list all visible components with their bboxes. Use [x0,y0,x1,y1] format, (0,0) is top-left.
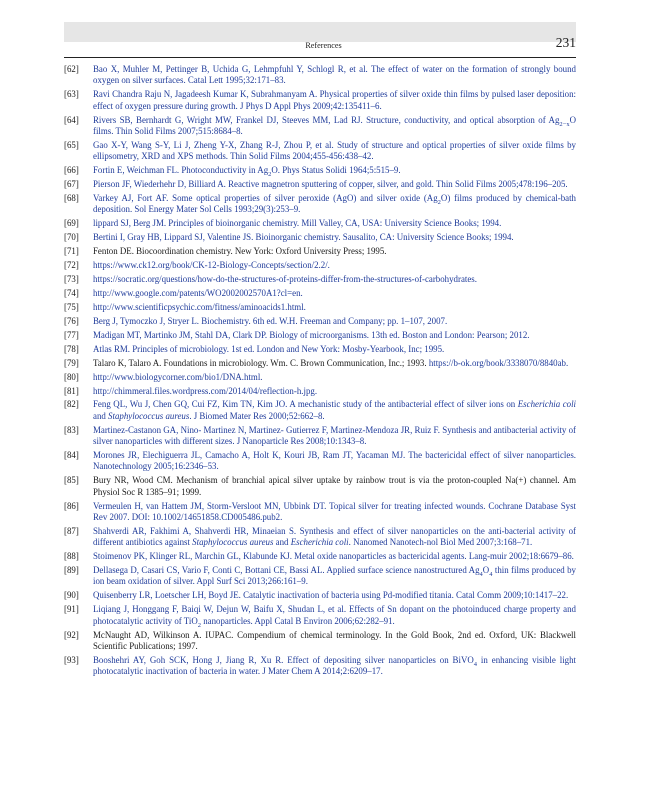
reference-link[interactable]: Stoimenov PK, Klinger RL, Marchin GL, Klabunde KJ. Metal oxide nanoparticles as bactericidal agents. Lang-muir 2002;18:6679–86. [93,551,574,562]
reference-link[interactable]: lippard SJ, Berg JM. Principles of bioinorganic chemistry. Mill Valley, CA, USA: University Science Books; 1994. [93,218,502,229]
reference-number: [75] [64,301,79,312]
reference-number: [71] [64,246,79,257]
reference-link[interactable]: Vermeulen H, van Hattem JM, Storm-Versloot MN, Ubbink DT. Topical silver for treating infected wounds. Cochrane Database Syst Rev 2007. DOI: 10.1002/14651858.CD005486.pub2. [93,500,576,522]
reference-link[interactable]: 2−x [559,120,570,128]
reference-link[interactable]: Quisenberry LR, Loetscher LH, Boyd JE. Catalytic inactivation of bacteria using Pd-modified titania. Catal Comm 2009;10:1417–22. [93,590,569,601]
reference-text [93,64,576,87]
reference-text [93,302,576,313]
reference-link[interactable]: O films. Thin Solid Films 2007;515:8684–8. [93,114,576,136]
reference-text [93,501,576,524]
page-number: 231 [555,35,576,50]
reference-link[interactable]: Shahverdi AR, Fakhimi A, Shahverdi HR, Minaeian S. Synthesis and effect of silver nanoparticles on the anti-bacterial activity of different antibiotics against [93,525,576,548]
reference-text [93,288,576,299]
reference-link[interactable]: 4 [473,660,478,668]
reference-link[interactable]: thin films produced by ion beam oxidation of silver. Appl Surf Sci 2013;266:161–9. [93,565,576,587]
reference-link[interactable]: and [93,410,109,421]
reference-text [93,165,576,176]
reference-text [93,386,576,397]
reference-item [64,450,576,473]
reference-link[interactable]: Staphylococcus aureus [192,537,274,548]
reference-link[interactable]: Ravi Chandra Raju N, Jagadeesh Kumar K, Subrahmanyam A. Physical properties of silver oxide thin films by pulsed laser deposition: effect of oxygen pressure during growth. J Phys D Appl Phys 2009;42:135411–6. [93,89,576,111]
reference-text [93,372,576,383]
header-band [64,22,576,42]
reference-number: [84] [64,450,79,461]
reference-link[interactable]: 2 [268,170,272,178]
reference-link[interactable]: http://chimmeral.files.wordpress.com/2014/04/reflection-h.jpg. [93,385,318,396]
reference-item [64,475,576,498]
reference-link[interactable]: 2 [437,198,441,206]
reference-number: [93] [64,654,79,665]
reference-item [64,89,576,112]
reference-number: [66] [64,165,79,176]
reference-item [64,501,576,524]
reference-number: [69] [64,218,79,229]
reference-link[interactable]: . Nanomed Nanotech-nol Biol Med 2007;3:168–71. [348,537,533,548]
reference-link[interactable]: Fortin E, Weichman FL. Photoconductivity in Ag [93,165,269,176]
reference-link[interactable]: Rivers SB, Bernhardt G, Wright MW, Frankel DJ, Steeves MM, Lad RJ. Structure, conductivity, and optical absorption of Ag [93,114,560,125]
reference-item [64,526,576,549]
reference-number: [89] [64,565,79,576]
reference-link[interactable]: 2 [197,621,202,629]
reference-text [93,565,576,588]
reference-item [64,399,576,422]
reference-item [64,344,576,355]
reference-link[interactable]: Madigan MT, Martinko JM, Stahl DA, Clark DP. Biology of microorganisms. 13th ed. Boston and London: Pearson; 2012. [93,329,530,340]
reference-item [64,165,576,176]
reference-text [93,604,576,627]
reference-text [93,330,576,341]
reference-number: [78] [64,343,79,354]
reference-link[interactable]: Morones JR, Elechiguerra JL, Camacho A, Holt K, Kouri JB, Ram JT, Yacaman MJ. The bactericidal effect of silver nanoparticles. Nanotechnology 2005;16:2346–53. [93,450,576,472]
reference-link[interactable]: Atlas RM. Principles of microbiology. 1st ed. London and New York: Mosby-Yearbook, Inc; 1995. [93,343,445,354]
reference-number: [82] [64,399,79,410]
reference-link[interactable]: Gao X-Y, Wang S-Y, Li J, Zheng Y-X, Zhang R-J, Zhou P, et al. Study of structure and optical properties of silver oxide films by ellipsometry, XRD and XPS methods. Thin Solid Films 2004;455-456:438–42. [93,139,576,162]
reference-text [93,274,576,285]
reference-text [93,232,576,243]
reference-item [64,302,576,313]
reference-number: [79] [64,357,79,368]
reference-text [93,526,576,549]
reference-text [93,630,576,653]
reference-number: [76] [64,315,79,326]
reference-item [64,330,576,341]
reference-number: [87] [64,525,79,536]
reference-text [93,344,576,355]
reference-link[interactable]: https://socratic.org/questions/how-do-the-structures-of-proteins-differ-from-the-structures-of-carbohydrates. [93,274,477,285]
reference-segment: Bury NR, Wood CM. Mechanism of branchial apical silver uptake by rainbow trout is via the proton-coupled Na(+) channel. Am Physiol Soc R 1385–91; 1999. [93,475,576,497]
reference-number: [85] [64,475,79,486]
reference-text [93,450,576,473]
reference-item [64,246,576,257]
reference-link[interactable]: Liqiang J, Honggang F, Baiqi W, Dejun W, Baifu X, Shudan L, et al. Effects of Sn dopant on the photoinduced charge property and photocatalytic activity of TiO [93,604,576,626]
reference-link[interactable]: . J Biomed Mater Res 2000;52:662–8. [189,410,325,421]
reference-link[interactable]: nanoparticles. Appl Catal B Environ 2006;62:282–91. [201,615,395,626]
reference-number: [64] [64,114,79,125]
reference-text [93,218,576,229]
reference-text [93,246,576,257]
reference-number: [90] [64,590,79,601]
reference-item [64,140,576,163]
reference-number: [63] [64,89,79,100]
reference-link[interactable]: http://www.biologycorner.com/bio1/DNA.html. [93,371,263,382]
reference-number: [91] [64,604,79,615]
reference-item [64,630,576,653]
reference-number: [72] [64,260,79,271]
reference-item [64,232,576,243]
reference-number: [86] [64,500,79,511]
reference-item [64,179,576,190]
reference-item [64,425,576,448]
reference-link[interactable]: O. Phys Status Solidi 1964;5:515–9. [271,165,401,176]
reference-text [93,260,576,271]
reference-link[interactable]: Varkey AJ, Fort AF. Some optical properties of silver peroxide (AgO) and silver oxide (Ag [93,193,438,203]
reference-link[interactable]: O [482,565,490,576]
reference-link[interactable]: https://www.ck12.org/book/CK-12-Biology-Concepts/section/2.2/. [93,260,330,271]
reference-link[interactable]: in enhancing visible light photocatalytic inactivation of bacteria in water. J Mater Chem A 2014;2:6209–17. [93,654,576,677]
reference-text [93,475,576,498]
reference-link[interactable]: Berg J, Tymoczko J, Stryer L. Biochemistry. 6th ed. W.H. Freeman and Company; pp. 1–107, 2007. [93,315,448,326]
reference-link[interactable]: Booshehri AY, Goh SCK, Hong J, Jiang R, Xu R. Effect of depositing silver nanoparticles on BiVO [93,654,474,665]
reference-link[interactable]: https://b-ok.org/book/3338070/8840ab. [428,357,569,368]
reference-item [64,274,576,285]
reference-number: [65] [64,139,79,150]
reference-item [64,386,576,397]
reference-segment: McNaught AD, Wilkinson A. IUPAC. Compendium of chemical terminology. In the Gold Book, 2nd ed. Oxford, UK: Blackwell Scientific Publications; 1997. [93,629,576,651]
reference-link[interactable]: Escherichia coli [290,537,349,548]
reference-link[interactable]: 4 [479,570,483,578]
reference-item [64,288,576,299]
reference-list [64,64,576,680]
reference-number: [74] [64,287,79,298]
reference-text [93,179,576,190]
reference-item [64,115,576,138]
reference-link[interactable]: http://www.scientificpsychic.com/fitness/aminoacids1.html. [93,301,306,312]
reference-segment: Fenton DE. Biocoordination chemistry. New York: Oxford University Press; 1995. [93,246,387,257]
reference-text [93,655,576,678]
reference-link[interactable]: Dellasega D, Casari CS, Vario F, Conti C, Bottani CE, Bassi AL. Applied surface science nanostructured Ag [93,565,480,576]
reference-link[interactable]: Martinez-Castanon GA, Nino- Martinez N, Martinez- Gutierrez F, Martinez-Mendoza JR, Ruiz F. Synthesis and antibacterial activity of silver nanoparticles with different sizes. J Nanoparticle Res 2008;10:1343–8. [93,424,576,447]
reference-item [64,565,576,588]
reference-item [64,64,576,87]
reference-number: [92] [64,629,79,640]
reference-item [64,372,576,383]
reference-link[interactable]: 4 [489,570,493,578]
reference-link[interactable]: Pierson JF, Wiederhehr D, Billiard A. Reactive magnetron sputtering of copper, silver, and gold. Thin Solid Films 2005;478:196–205. [93,179,568,190]
reference-item [64,655,576,678]
reference-number: [77] [64,329,79,340]
reference-link[interactable]: O) films produced by chemical-bath deposition. Sol Energy Mater Sol Cells 1993;29(3):253–9. [93,193,576,215]
reference-number: [88] [64,551,79,562]
reference-text [93,551,576,562]
reference-text [93,140,576,163]
reference-item [64,218,576,229]
reference-number: [70] [64,232,79,243]
reference-link[interactable]: http://www.google.com/patents/WO2002002570A1?cl=en. [93,287,303,298]
reference-number: [83] [64,424,79,435]
reference-item [64,590,576,601]
reference-item [64,604,576,627]
reference-link[interactable]: Staphylococcus aureus [108,410,190,421]
reference-item [64,316,576,327]
reference-number: [80] [64,371,79,382]
reference-text [93,358,576,369]
reference-item [64,551,576,562]
reference-link[interactable]: and [273,537,291,548]
reference-text [93,425,576,448]
reference-number: [81] [64,385,79,396]
reference-text [93,316,576,327]
reference-item [64,193,576,216]
reference-segment: Talaro K, Talaro A. Foundations in microbiology. Wm. C. Brown Communication, Inc.; 1993. [93,357,429,368]
reference-number: [68] [64,193,79,203]
reference-link[interactable]: Bao X, Muhler M, Pettinger B, Uchida G, Lehmpfuhl Y, Schlogl R, et al. The effect of water on the formation of strongly bound oxygen on silver surfaces. Catal Lett 1995;32:171–83. [93,64,576,86]
reference-number: [73] [64,274,79,285]
reference-text [93,115,576,138]
reference-text [93,399,576,422]
reference-number: [62] [64,64,79,74]
header-rule [64,57,576,58]
reference-item [64,358,576,369]
reference-text [93,590,576,601]
reference-text [93,193,576,216]
reference-number: [67] [64,179,79,190]
reference-link[interactable]: Bertini I, Gray HB, Lippard SJ, Valentine JS. Bioinorganic chemistry. Sausalito, CA: University Science Books; 1994. [93,232,514,243]
reference-link[interactable]: Escherichia coli [517,399,577,410]
running-title: References [305,41,342,50]
reference-link[interactable]: Feng QL, Wu J, Chen GQ, Cui FZ, Kim TN, Kim JO. A mechanistic study of the antibacterial effect of silver ions on [93,399,518,410]
reference-text [93,89,576,112]
reference-item [64,260,576,271]
